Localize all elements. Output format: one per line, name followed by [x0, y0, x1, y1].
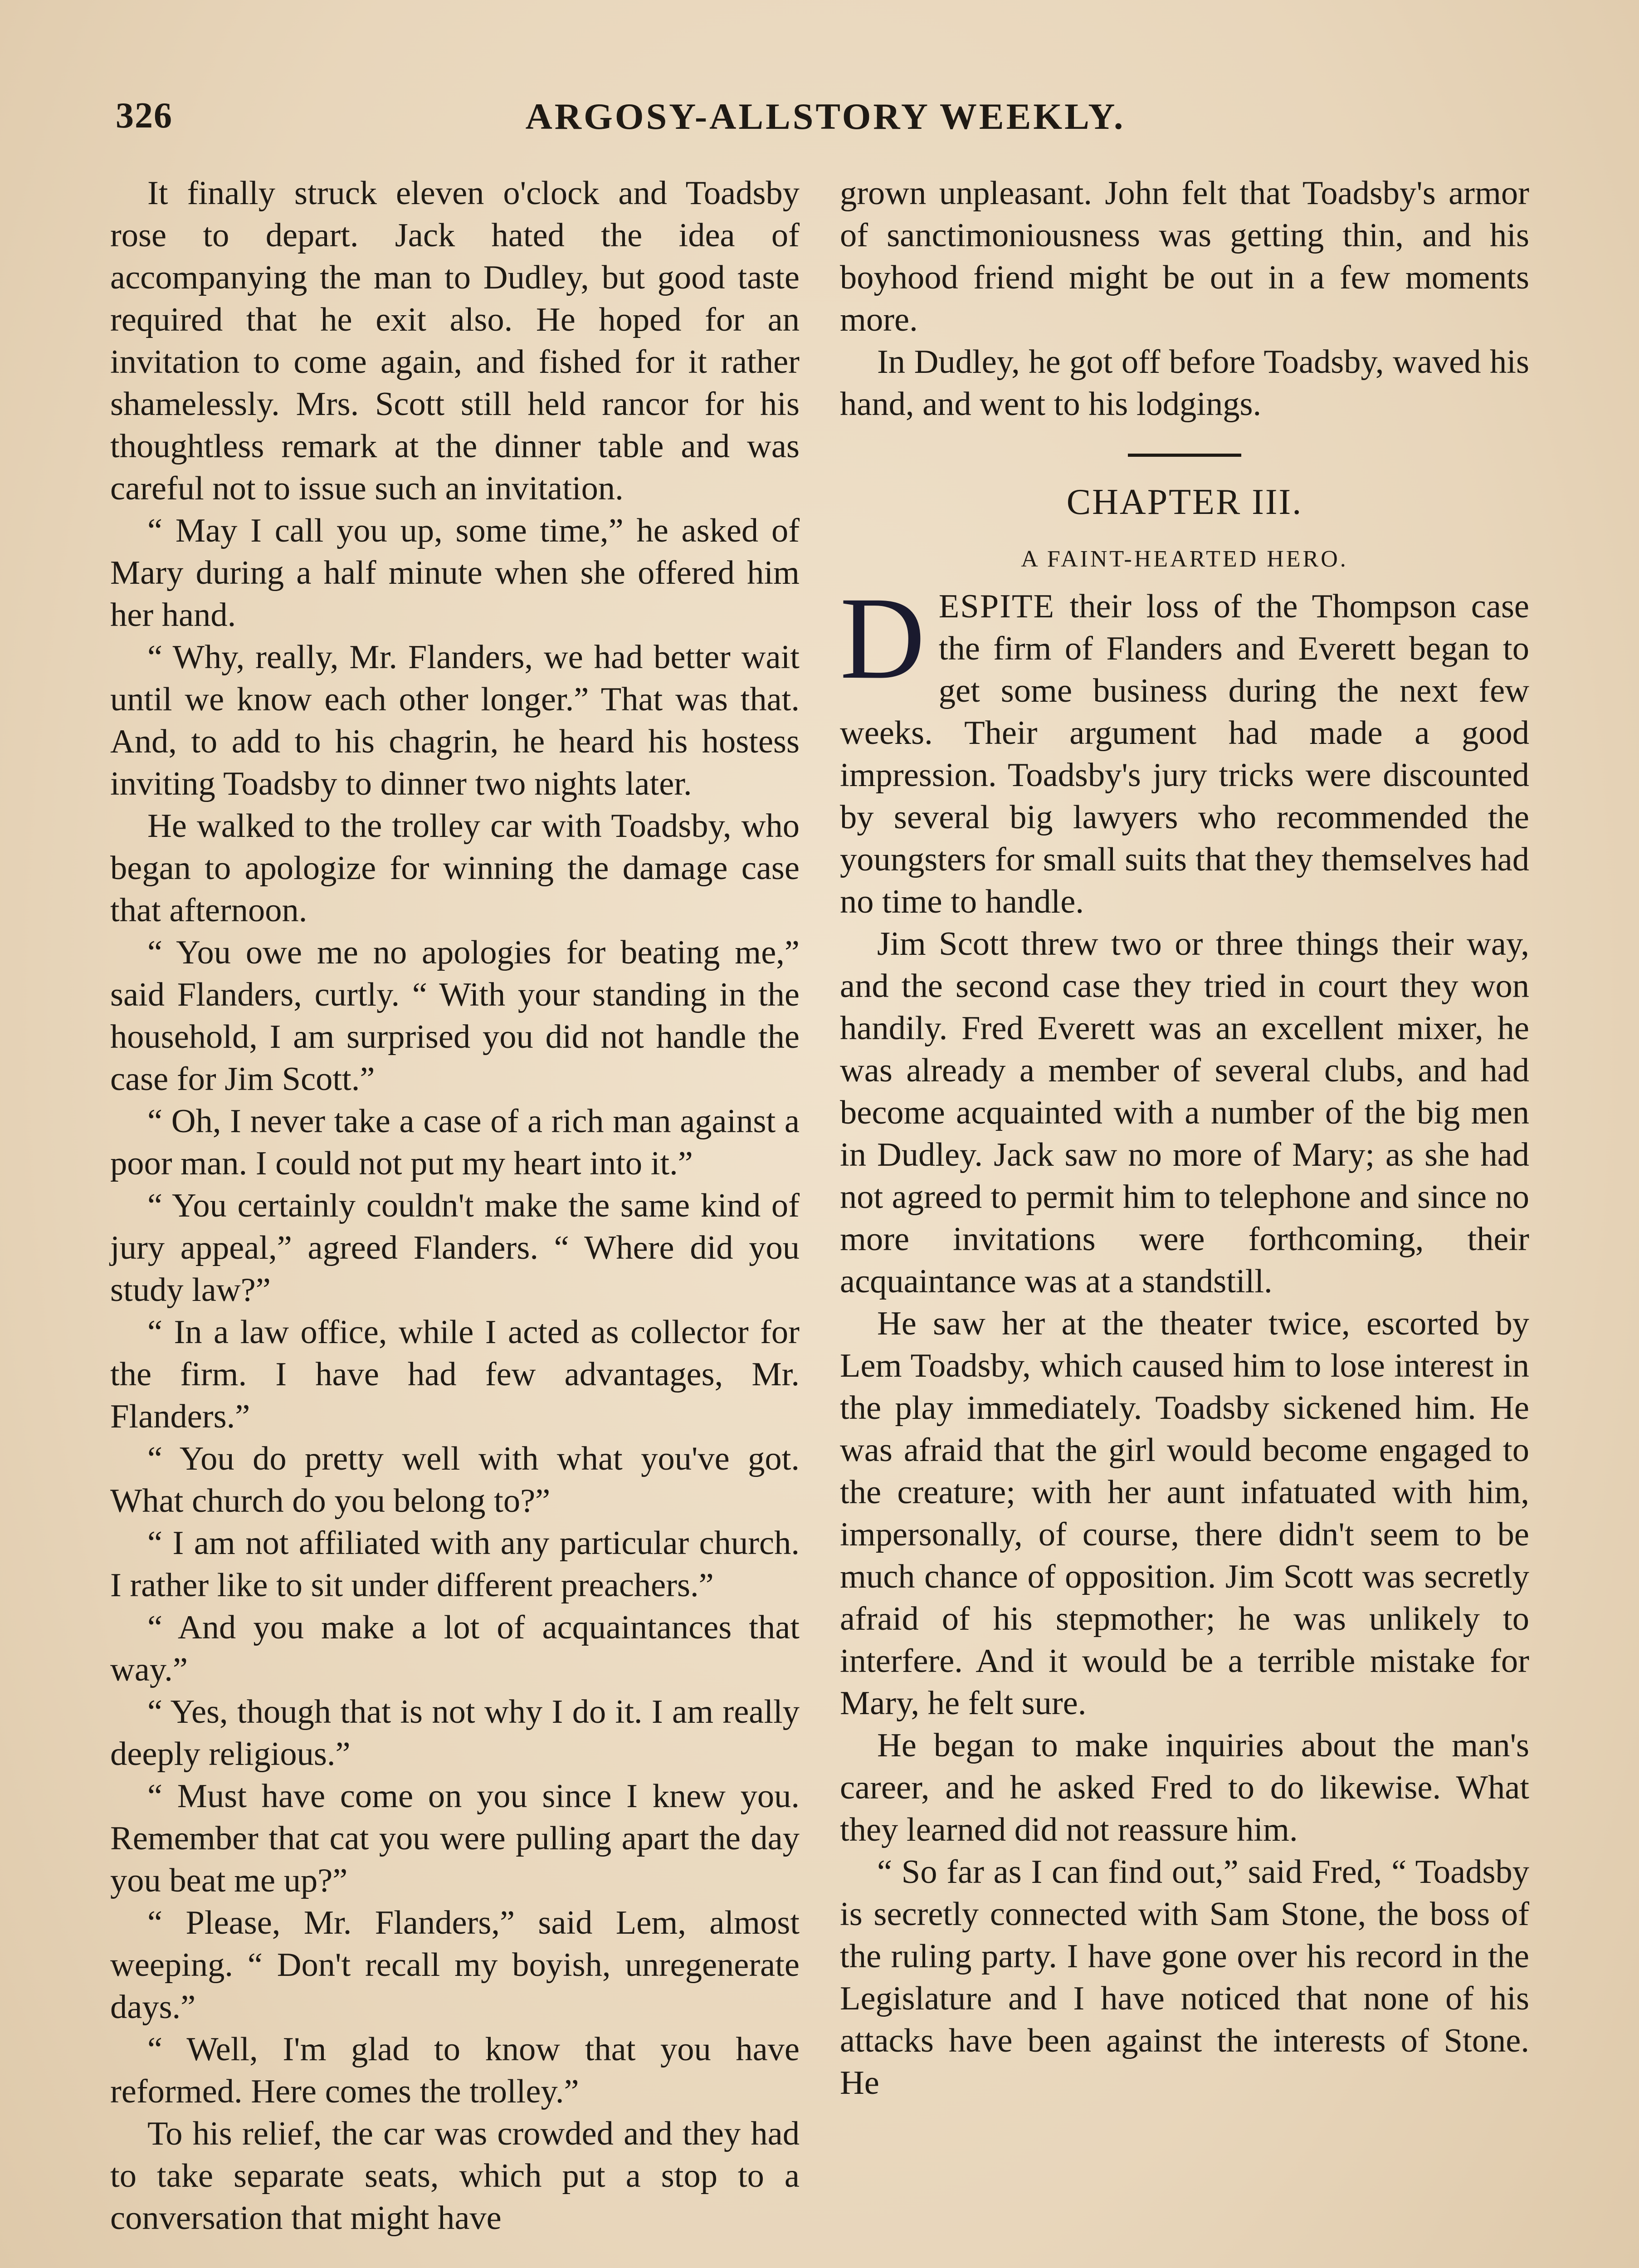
paragraph: He walked to the trolley car with Toadsby, who began to apologize for winning the damage case that afternoon.: [110, 807, 800, 929]
paragraph: “ Please, Mr. Flanders,” said Lem, almost weeping. “ Don't recall my boyish, unregenerate days.”: [110, 1904, 800, 2026]
paragraph: “ In a law office, while I acted as collector for the firm. I have had few advantages, Mr. Flanders.”: [110, 1314, 800, 1435]
continued-paragraph: grown unpleasant. John felt that Toadsby's armor of sanctimoniousness was getting thin, and his boyhood friend might be out in a few moments more.: [840, 175, 1529, 338]
paragraph: “ Oh, I never take a case of a rich man against a poor man. I could not put my heart into it.”: [110, 1103, 800, 1182]
paragraph: He saw her at the theater twice, escorted by Lem Toadsby, which caused him to lose interest in the play immediately. Toadsby sickened him. He was afraid that the girl would become engaged to the creature; with her aunt infatuated with him, impersonally, of course, there didn't seem to be much chance of opposition. Jim Scott was secretly afraid of his stepmother; he was unlikely to interfere. And it would be a terrible mistake for Mary, he felt sure.: [840, 1305, 1529, 1722]
paragraph: In Dudley, he got off before Toadsby, waved his hand, and went to his lodgings.: [840, 343, 1529, 423]
chapter-opening-paragraph: [840, 573, 1529, 923]
opening-text: their loss of the Thompson case the firm of Flanders and Everett began to get some business during the next few weeks. Their argument had made a good impression. Toadsby's jury tricks were discounted by several big lawyers who recommended the youngsters for small suits that they themselves had no time to handle.: [840, 588, 1529, 920]
page-number: 326: [116, 96, 173, 136]
paragraph: To his relief, the car was crowded and they had to take separate seats, which put a stop to a conversation that might have: [110, 2115, 800, 2237]
paragraph: “ You certainly couldn't make the same kind of jury appeal,” agreed Flanders. “ Where did you study law?”: [110, 1187, 800, 1309]
right-column: [840, 172, 1529, 2104]
paragraph: “ And you make a lot of acquaintances that way.”: [110, 1609, 800, 1688]
paragraph: “ May I call you up, some time,” he asked of Mary during a half minute when she offered him her hand.: [110, 512, 800, 634]
paragraph: It finally struck eleven o'clock and Toadsby rose to depart. Jack hated the idea of accompanying the man to Dudley, but good taste required that he exit also. He hoped for an invitation to come again, and fished for it rather shamelessly. Mrs. Scott still held rancor for his thoughtless remark at the dinner table and was careful not to issue such an invitation.: [110, 175, 800, 507]
chapter-title: CHAPTER III.: [1066, 482, 1303, 522]
paragraph: “ Why, really, Mr. Flanders, we had better wait until we know each other longer.” That was that. And, to add to his chagrin, he heard his hostess inviting Toadsby to dinner two nights later.: [110, 639, 800, 802]
paragraph: “ You do pretty well with what you've got. What church do you belong to?”: [110, 1440, 800, 1520]
paragraph: “ You owe me no apologies for beating me,” said Flanders, curtly. “ With your standing in the household, I am surprised you did not handle the case for Jim Scott.”: [110, 934, 800, 1098]
paragraph: “ So far as I can find out,” said Fred, “ Toadsby is secretly connected with Sam Stone, the boss of the ruling party. I have gone over his record in the Legislature and I have noticed that none of his attacks have been against the interests of Stone. He: [840, 1853, 1529, 2102]
paragraph: “ Well, I'm glad to know that you have reformed. Here comes the trolley.”: [110, 2031, 800, 2110]
chapter-subtitle: A FAINT-HEARTED HERO.: [1021, 546, 1348, 572]
drop-cap: D: [840, 573, 925, 704]
paragraph: Jim Scott threw two or three things their way, and the second case they tried in court they won handily. Fred Everett was an excellent mixer, he was already a member of several clubs, and had become acquainted with a number of the big men in Dudley. Jack saw no more of Mary; as she had not agreed to permit him to telephone and since no more invitations were forthcoming, their acquaintance was at a standstill.: [840, 925, 1529, 1300]
paragraph: He began to make inquiries about the man's career, and he asked Fred to do likewise. What they learned did not reassure him.: [840, 1727, 1529, 1848]
page-header: [116, 95, 1535, 154]
running-head: ARGOSY-ALLSTORY WEEKLY.: [525, 96, 1126, 137]
opening-word: ESPITE: [938, 588, 1055, 625]
paragraph: “ Must have come on you since I knew you. Remember that cat you were pulling apart the day you beat me up?”: [110, 1778, 800, 1899]
paragraph: “ Yes, though that is not why I do it. I am really deeply religious.”: [110, 1693, 800, 1773]
paragraph: “ I am not affiliated with any particular church. I rather like to sit under different preachers.”: [110, 1525, 800, 1604]
left-column: [110, 172, 800, 2239]
section-divider: [1128, 454, 1241, 457]
